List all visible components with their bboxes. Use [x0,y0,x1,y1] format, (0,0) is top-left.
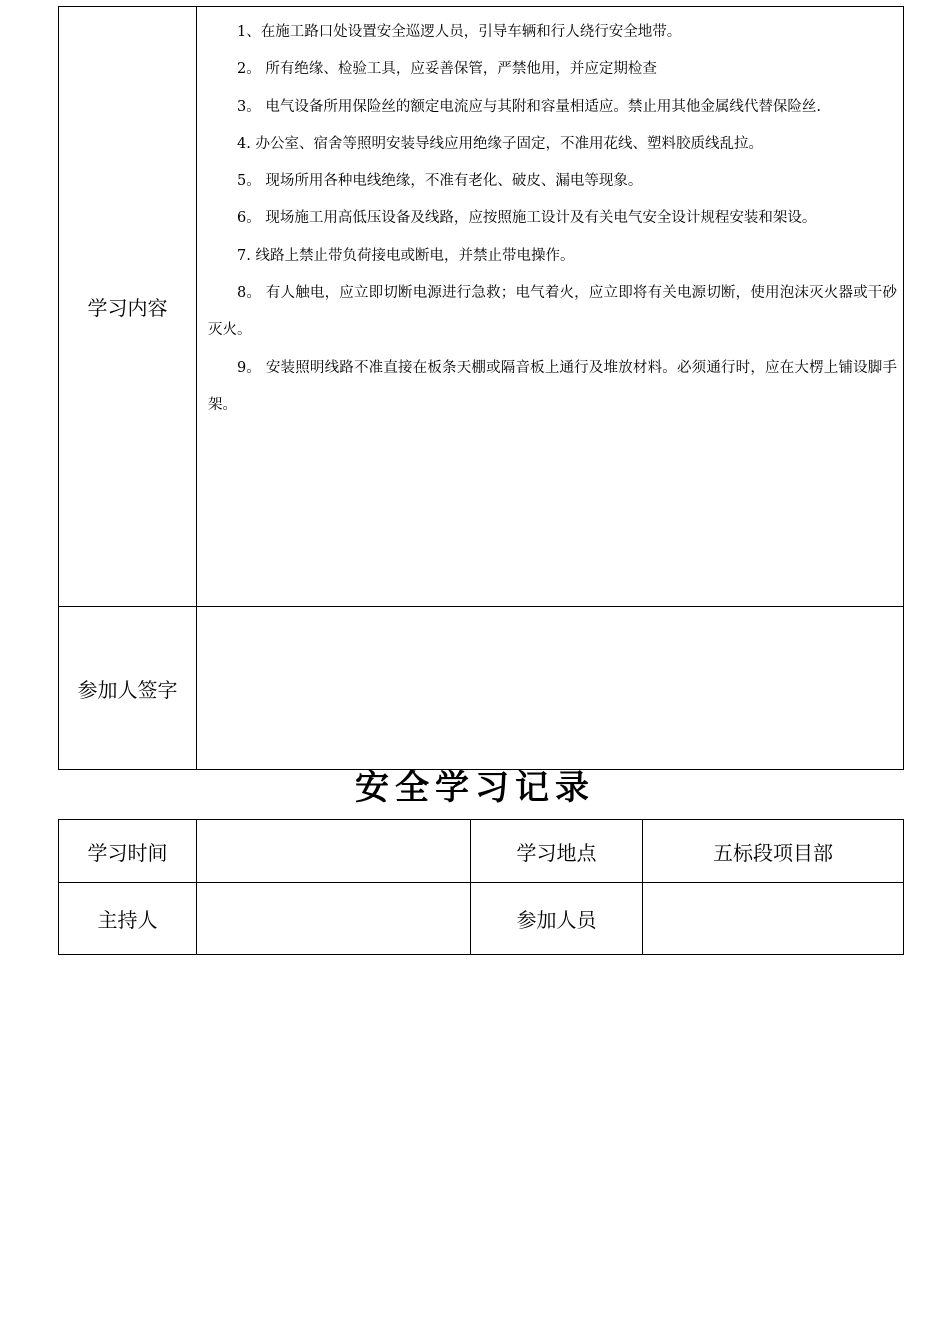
attendees-field[interactable] [643,883,903,954]
study-place-label: 学习地点 [471,820,643,882]
content-item: 7. 线路上禁止带负荷接电或断电，并禁止带电操作。 [237,247,575,264]
attendees-label: 参加人员 [471,883,643,954]
study-content-table [58,6,904,770]
study-content-row [59,7,903,607]
signature-label: 参加人签字 [59,607,197,769]
host-field[interactable] [197,883,471,954]
study-time-label: 学习时间 [59,820,197,882]
content-item: 9。 安装照明线路不准直接在板条天棚或隔音板上通行及堆放材料。必须通行时，应在大楞上铺设脚手架。 [208,359,897,413]
content-item: 1、在施工路口处设置安全巡逻人员，引导车辆和行人绕行安全地带。 [237,24,682,40]
study-time-field[interactable] [197,820,471,882]
study-content-body [197,7,903,606]
signature-field[interactable] [197,607,903,769]
header-row-time-place [59,820,903,883]
host-label: 主持人 [59,883,197,954]
content-item: 6。 现场施工用高低压设备及线路，应按照施工设计及有关电气安全设计规程安装和架设。 [237,210,817,227]
content-item: 4. 办公室、宿舍等照明安装导线应用绝缘子固定，不准用花线、塑料胶质线乱拉。 [237,135,763,152]
content-item: 5。 现场所用各种电线绝缘，不准有老化、破皮、漏电等现象。 [237,173,643,190]
header-row-host-attendees [59,883,903,954]
record-header-table [58,819,904,955]
content-item: 3。 电气设备所用保险丝的额定电流应与其附和容量相适应。禁止用其他金属线代替保险丝. [237,98,821,115]
study-content-label: 学习内容 [59,7,197,606]
content-item: 2。 所有绝缘、检验工具，应妥善保管，严禁他用，并应定期检查 [237,61,657,78]
page-title: 安全学习记录 [355,768,595,808]
study-place-field[interactable]: 五标段项目部 [713,840,833,865]
content-item: 8。 有人触电，应立即切断电源进行急救；电气着火，应立即将有关电源切断，使用泡沫灭火器或干砂灭火。 [208,285,897,339]
signature-row [59,607,903,769]
